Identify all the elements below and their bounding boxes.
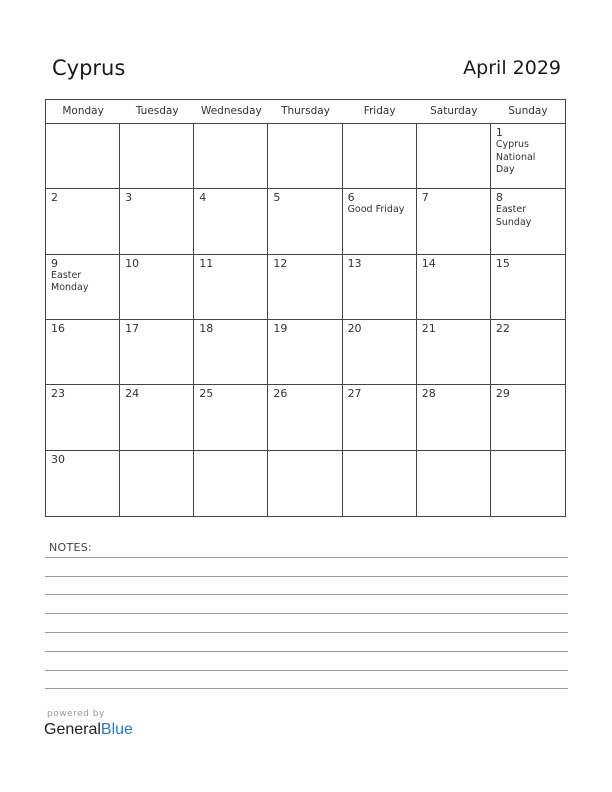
day-cell (343, 385, 417, 450)
day-cell (417, 320, 491, 385)
day-cell (194, 255, 268, 320)
weekday-header-thursday: Thursday (268, 100, 342, 124)
day-cell (194, 320, 268, 385)
day-cell (46, 451, 120, 516)
weekday-header-sunday: Sunday (491, 100, 565, 124)
day-cell (268, 189, 342, 254)
holiday-label: Sunday (495, 216, 532, 228)
weekday-header-friday: Friday (343, 100, 417, 124)
day-cell (194, 189, 268, 254)
day-cell (343, 451, 417, 516)
country-title: Cyprus (52, 56, 126, 80)
note-line (45, 594, 568, 595)
holiday-label: Easter (51, 269, 82, 281)
day-cell (46, 320, 120, 385)
day-number: 8 (495, 191, 503, 205)
day-cell (343, 320, 417, 385)
day-cell (491, 320, 565, 385)
day-number: 5 (273, 191, 281, 205)
day-cell (343, 189, 417, 254)
day-number: 3 (125, 191, 133, 205)
day-cell (268, 320, 342, 385)
day-cell (120, 124, 194, 189)
day-cell (491, 451, 565, 516)
day-cell (417, 189, 491, 254)
day-cell (417, 385, 491, 450)
day-cell (268, 451, 342, 516)
day-number: 29 (495, 387, 510, 401)
day-cell (46, 189, 120, 254)
day-cell (491, 385, 565, 450)
day-number: 21 (421, 322, 436, 335)
day-cell (120, 189, 194, 254)
day-cell (417, 255, 491, 320)
day-number: 9 (51, 256, 58, 270)
day-cell (46, 385, 120, 450)
day-number: 26 (273, 387, 288, 401)
day-cell (268, 255, 342, 320)
day-number: 22 (495, 322, 510, 335)
brand-general: General (44, 721, 101, 738)
day-number: 18 (199, 322, 214, 335)
weekday-header-monday: Monday (46, 100, 120, 124)
note-line (45, 688, 568, 689)
day-cell (343, 124, 417, 189)
note-line (45, 670, 568, 671)
holiday-label: Day (495, 164, 515, 175)
note-line (45, 613, 568, 614)
day-number: 28 (421, 387, 436, 401)
day-number: 20 (347, 322, 362, 335)
day-number: 11 (199, 256, 214, 270)
note-line (45, 557, 568, 558)
holiday-label: Good Friday (347, 204, 405, 216)
holiday-label: Monday (51, 282, 89, 294)
brand-blue: Blue (100, 721, 133, 738)
day-cell (194, 124, 268, 189)
day-number: 13 (347, 256, 362, 270)
day-cell (120, 320, 194, 385)
powered-by-text: powered by (47, 709, 105, 719)
holiday-label: Easter (495, 204, 527, 216)
calendar-grid (45, 99, 566, 517)
day-cell (343, 255, 417, 320)
day-number: 25 (199, 387, 214, 401)
day-number: 6 (347, 191, 355, 205)
generalblue-logo (44, 721, 133, 739)
day-cell (194, 451, 268, 516)
weekday-header-wednesday: Wednesday (194, 100, 268, 124)
note-line (45, 632, 568, 633)
day-cell (268, 385, 342, 450)
day-cell (46, 255, 120, 320)
day-number: 1 (495, 126, 503, 139)
day-cell (194, 385, 268, 450)
day-number: 2 (51, 191, 58, 205)
day-cell (491, 124, 565, 189)
day-cell (46, 124, 120, 189)
day-number: 16 (51, 322, 65, 335)
day-cell (491, 255, 565, 320)
day-cell (120, 451, 194, 516)
day-cell (417, 124, 491, 189)
holiday-label: Cyprus (495, 139, 530, 150)
note-line (45, 576, 568, 577)
day-number: 14 (421, 256, 436, 270)
day-cell (491, 189, 565, 254)
day-number: 27 (347, 387, 362, 401)
day-number: 30 (51, 452, 65, 466)
holiday-label: National (495, 151, 536, 163)
day-cell (120, 255, 194, 320)
notes-label: NOTES: (49, 541, 93, 554)
day-number: 10 (125, 256, 140, 270)
day-cell (417, 451, 491, 516)
day-number: 7 (421, 191, 429, 205)
day-number: 23 (51, 387, 65, 401)
weekday-header-tuesday: Tuesday (120, 100, 194, 124)
day-cell (268, 124, 342, 189)
day-number: 19 (273, 322, 288, 335)
day-number: 12 (273, 256, 288, 270)
weekday-header-saturday: Saturday (417, 100, 491, 124)
month-year-title: April 2029 (463, 57, 561, 79)
note-line (45, 651, 568, 652)
day-number: 4 (199, 191, 207, 205)
day-cell (120, 385, 194, 450)
day-number: 15 (495, 256, 510, 270)
day-number: 17 (125, 322, 140, 335)
day-number: 24 (125, 387, 140, 401)
